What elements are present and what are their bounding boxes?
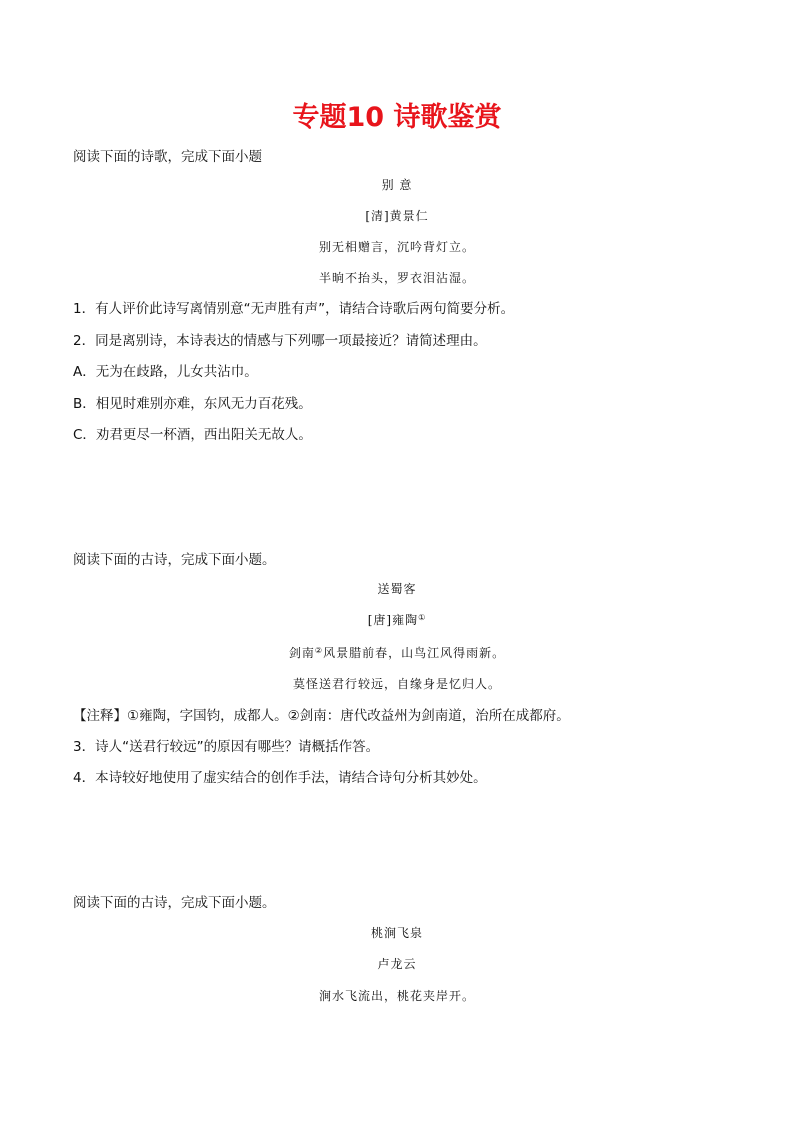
section-1-intro: 阅读下面的诗歌，完成下面小题 [73,149,262,165]
poem-3-line: 涧水飞流出，桃花夹岸开。 [318,989,475,1003]
page-title: 专题10 诗歌鉴赏 [292,102,502,133]
question-3: 3．诗人“送君行较远”的原因有哪些？请概括作答。 [73,739,380,755]
poem-1-line: 半晌不抬头，罗衣泪沾湿。 [318,271,475,285]
poem-2-line-rest: 风景腊前春，山鸟江风得雨新。 [323,646,506,660]
poem-1-title: 别 意 [381,178,413,192]
poem-1-line: 别无相赠言，沉吟背灯立。 [318,240,475,254]
annotation: 【注释】①雍陶，字国钧，成都人。②剑南：唐代改益州为剑南道，治所在成都府。 [73,708,570,724]
footnote-marker: ① [418,613,427,622]
poem-3-author: 卢龙云 [377,957,417,971]
option-c: C．劝君更尽一杯酒，西出阳关无故人。 [73,427,312,443]
poem-2-author [0,610,794,630]
poem-2-line [0,643,794,663]
poem-2-author-name: [唐]雍陶 [367,613,419,627]
section-2-intro: 阅读下面的古诗，完成下面小题。 [73,552,276,568]
section-3-intro: 阅读下面的古诗，完成下面小题。 [73,895,276,911]
poem-2-line-start: 剑南 [288,646,315,660]
poem-1-author: [清]黄景仁 [365,209,429,223]
option-a: A．无为在歧路，儿女共沾巾。 [73,364,258,380]
poem-3-title: 桃涧飞泉 [370,926,423,940]
question-4: 4．本诗较好地使用了虚实结合的创作手法，请结合诗句分析其妙处。 [73,770,487,786]
footnote-marker: ② [314,646,324,655]
poem-2-line: 莫怪送君行较远，自缘身是忆归人。 [292,677,501,691]
poem-2-title: 送蜀客 [377,582,417,596]
option-b: B．相见时难别亦难，东风无力百花残。 [73,396,312,412]
question-1: 1．有人评价此诗写离情别意“无声胜有声”，请结合诗歌后两句简要分析。 [73,301,515,317]
question-2: 2．同是离别诗，本诗表达的情感与下列哪一项最接近？请简述理由。 [73,333,487,349]
